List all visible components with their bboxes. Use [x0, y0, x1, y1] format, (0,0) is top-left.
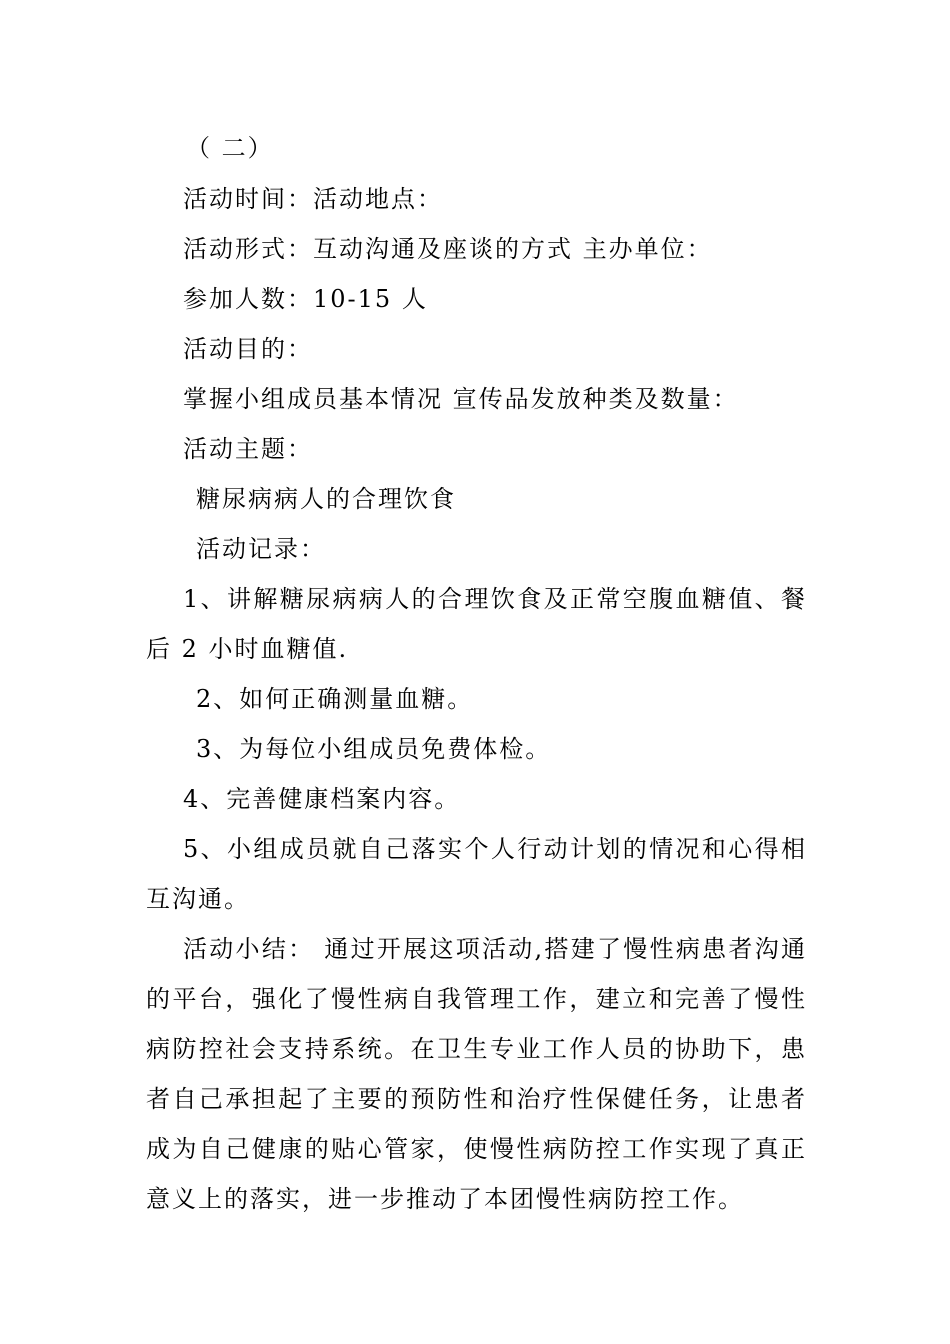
- summary-line-3: 病防控社会支持系统。在卫生专业工作人员的协助下，患: [146, 1035, 806, 1063]
- activity-purpose-label: 活动目的：: [183, 335, 313, 363]
- summary-line-6: 意义上的落实，进一步推动了本团慢性病防控工作。: [146, 1185, 744, 1213]
- summary-line-5: 成为自己健康的贴心管家，使慢性病防控工作实现了真正: [146, 1135, 806, 1163]
- summary-line-2: 的平台，强化了慢性病自我管理工作，建立和完善了慢性: [146, 985, 806, 1013]
- activity-theme-value: 糖尿病病人的合理饮食: [196, 485, 456, 513]
- activity-participants: 参加人数：10-15 人: [183, 285, 428, 313]
- activity-record-label: 活动记录：: [196, 535, 326, 563]
- record-item-4: 4、完善健康档案内容。: [183, 785, 461, 813]
- record-item-5-line-2: 互沟通。: [146, 885, 250, 913]
- record-item-3: 3、为每位小组成员免费体检。: [196, 735, 552, 763]
- record-item-5-line-1: 5、小组成员就自己落实个人行动计划的情况和心得相: [183, 835, 806, 863]
- activity-theme-label: 活动主题：: [183, 435, 313, 463]
- record-item-1-line-1: 1、讲解糖尿病病人的合理饮食及正常空腹血糖值、餐: [183, 585, 806, 613]
- summary-line-4: 者自己承担起了主要的预防性和治疗性保健任务，让患者: [146, 1085, 806, 1113]
- activity-purpose-value: 掌握小组成员基本情况 宣传品发放种类及数量：: [183, 385, 739, 413]
- activity-form-organizer: 活动形式：互动沟通及座谈的方式 主办单位：: [183, 235, 713, 263]
- summary-line-1: 活动小结： 通过开展这项活动,搭建了慢性病患者沟通: [183, 935, 806, 963]
- record-item-2: 2、如何正确测量血糖。: [196, 685, 474, 713]
- record-item-1-line-2: 后 2 小时血糖值.: [146, 635, 349, 663]
- activity-time-place: 活动时间：活动地点：: [183, 185, 443, 213]
- section-heading: （ 二）: [186, 134, 274, 162]
